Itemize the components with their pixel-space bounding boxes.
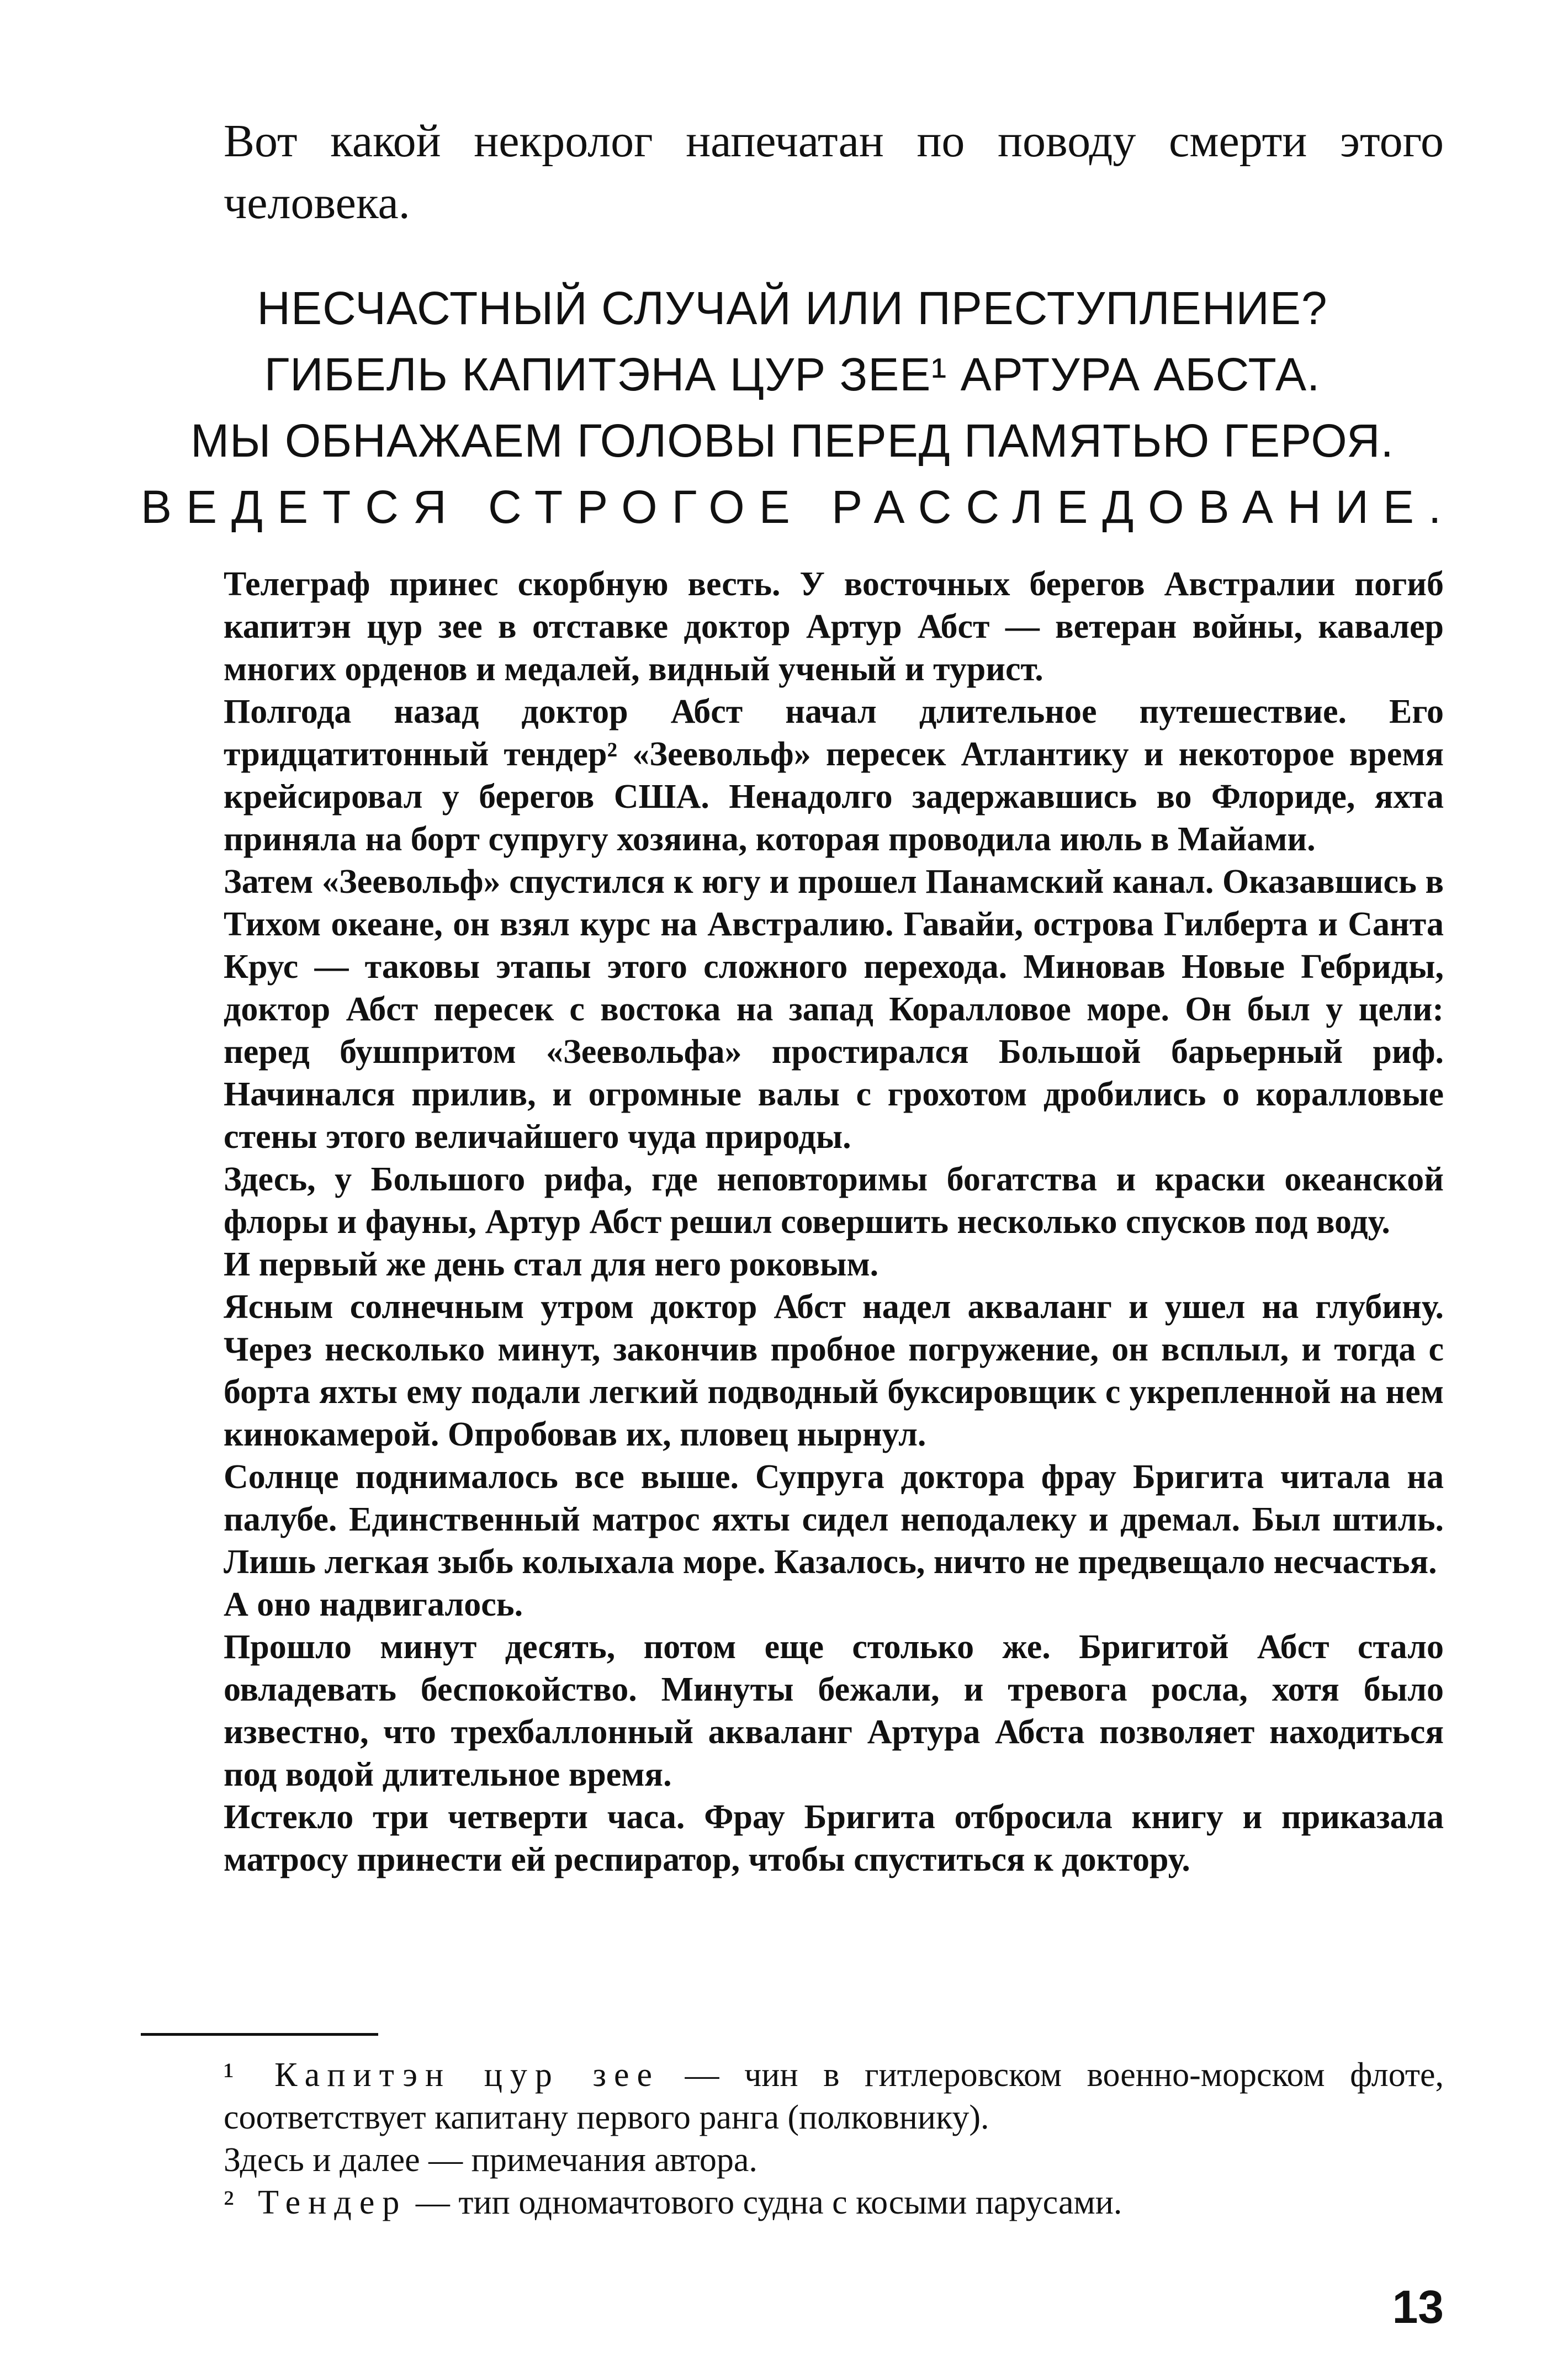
footnote-2-text: — тип одномачтового судна с косыми парусами. [407,2184,1122,2221]
paragraph: Ясным солнечным утром доктор Абст надел акваланг и ушел на глубину. Через несколько минут, закончив пробное погружение, он всплыл, и тогда с борта яхты ему подали легкий подводный буксировщик с укрепленной на нем кинокамерой. Опробовав их, пловец нырнул. [224,1288,1444,1453]
paragraph: Затем «Зеевольф» спустился к югу и прошел Панамский канал. Оказавшись в Тихом океане, он взял курс на Австралию. Гавайи, острова Гилберта и Санта Крус — таковы этапы этого сложного перехода. Миновав Новые Гебриды, доктор Абст пересек с востока на запад Коралловое море. Он был у цели: перед бушпритом «Зеевольфа» простирался Большой барьерный риф. Начинался прилив, и огромные валы с грохотом дробились о коралловые стены этого величайшего чуда природы. [224,863,1444,1156]
article-body [224,563,1444,1881]
paragraph: Здесь, у Большого рифа, где неповторимы богатства и краски океанской флоры и фауны, Артур Абст решил совершить несколько спусков под воду. [224,1161,1444,1241]
footnote-2-term: ² Тендер [224,2184,407,2221]
headline-3: МЫ ОБНАЖАЕМ ГОЛОВЫ ПЕРЕД ПАМЯТЬЮ ГЕРОЯ. [190,415,1394,467]
page-number: 13 [1392,2281,1444,2333]
paragraph: Истекло три четверти часа. Фрау Бригита отбросила книгу и приказала матросу принести ей респиратор, чтобы спуститься к доктору. [224,1798,1444,1878]
footnote-2 [224,2182,1444,2224]
footnote-divider [141,2033,378,2036]
paragraph: Солнце поднималось все выше. Супруга доктора фрау Бригита читала на палубе. Единственный матрос яхты сидел неподалеку и дремал. Был штиль. Лишь легкая зыбь колыхала море. Казалось, ничто не предвещало несчастья. [224,1458,1444,1581]
paragraph: Полгода назад доктор Абст начал длительное путешествие. Его тридцатитонный тендер² «Зеевольф» пересек Атлантику и некоторое время крейсировал у берегов США. Ненадолго задержавшись во Флориде, яхта приняла на борт супругу хозяина, которая проводила июль в Майами. [224,693,1444,858]
intro-paragraph: Вот какой некролог напечатан по поводу смерти этого человека. [224,115,1444,229]
footnote-1-text: — чин в гитлеровском военно-морском флоте, соответствует капитану первого ранга (полковнику). [224,2056,1444,2136]
headline-2: ГИБЕЛЬ КАПИТЭНА ЦУР ЗЕЕ¹ АРТУРА АБСТА. [264,348,1321,400]
footnote-1 [224,2054,1444,2139]
footnote-1-term: ¹ Капитэн цур зее [224,2056,660,2094]
paragraph: Телеграф принес скорбную весть. У восточных берегов Австралии погиб капитэн цур зее в отставке доктор Артур Абст — ветеран войны, кавалер многих орденов и медалей, видный ученый и турист. [224,565,1444,688]
footnote-1-note: Здесь и далее — примечания автора. [224,2141,757,2179]
footnotes [224,2054,1444,2224]
paragraph: А оно надвигалось. [224,1586,523,1623]
headline-1: НЕСЧАСТНЫЙ СЛУЧАЙ ИЛИ ПРЕСТУПЛЕНИЕ? [257,282,1328,334]
headline-4: ВЕДЕТСЯ СТРОГОЕ РАССЛЕДОВАНИЕ. [141,481,1456,533]
paragraph: И первый же день стал для него роковым. [224,1246,879,1283]
book-page [141,0,1456,2377]
paragraph: Прошло минут десять, потом еще столько же. Бригитой Абст стало овладевать беспокойство. Минуты бежали, и тревога росла, хотя было известно, что трехбаллонный акваланг Артура Абста позволяет находиться под водой длительное время. [224,1628,1444,1793]
